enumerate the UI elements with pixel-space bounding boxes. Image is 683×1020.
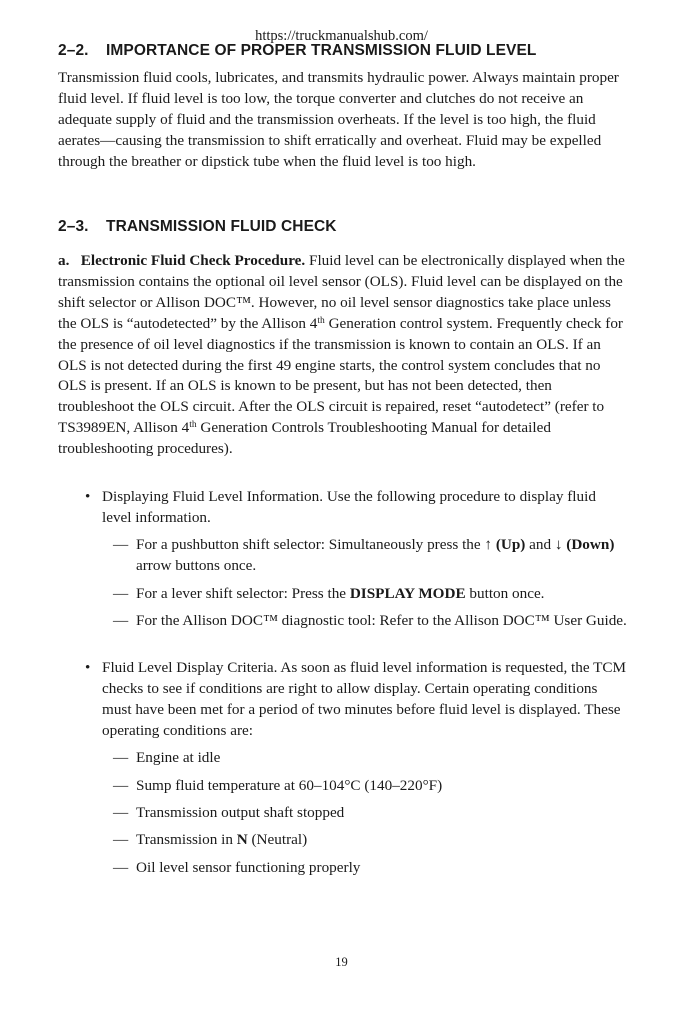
dash-marker: — xyxy=(113,858,129,876)
section-2-2-body: Transmission fluid cools, lubricates, and transmits hydraulic power. Always maintain proper fluid level. If fluid level is too low, the torque converter and clutches do not receive an adequate supply of fluid and the transmission overheats. If the level is too high, the fluid aerates—causing the transmission to shift erratically and overheat. Fluid may be expelled through the breather or dipstick tube when the fluid level is too high. xyxy=(58,69,619,170)
list-item-text: Oil level sensor functioning properly xyxy=(136,858,361,876)
bullet-displaying-fluid-level xyxy=(58,487,628,632)
dash-marker: — xyxy=(113,612,129,630)
watermark-url: https://truckmanualshub.com/ xyxy=(255,28,428,44)
list-item xyxy=(58,611,628,632)
section-number: 2–2. xyxy=(58,42,89,59)
list-item xyxy=(58,776,628,797)
dash-marker: — xyxy=(113,831,129,849)
neutral-label: N xyxy=(236,831,248,849)
bullet-marker: • xyxy=(85,659,91,676)
dash-marker: — xyxy=(113,776,129,794)
list-item-text: For a pushbutton shift selector: Simultaneously press the ↑ xyxy=(136,536,496,554)
list-item-text: Transmission in xyxy=(136,831,237,849)
section-2-3-paragraph-a xyxy=(58,251,628,460)
dash-marker: — xyxy=(113,749,129,767)
paragraph-text: Fluid level can be electronically displayed when the transmission contains the optional oil level sensor (OLS). Fluid level can be displayed on the shift selector or Allison DOC™. However, no oil level sensor diagnostics take place unless the OLS is “autodetected” by the Allison 4 xyxy=(58,252,625,332)
section-title: IMPORTANCE OF PROPER TRANSMISSION FLUID LEVEL xyxy=(106,42,537,59)
list-item-text: and ↓ xyxy=(525,536,567,554)
list-item xyxy=(58,748,628,769)
list-item xyxy=(58,858,628,879)
up-label: (Up) xyxy=(495,536,526,554)
list-item-text: Transmission output shaft stopped xyxy=(136,803,345,821)
bullet-fluid-level-display-criteria xyxy=(58,658,628,879)
paragraph-title: Electronic Fluid Check Procedure. xyxy=(80,252,306,269)
bullet-marker: • xyxy=(85,488,91,505)
list-item-text: (Neutral) xyxy=(247,831,308,849)
list-item-text: For a lever shift selector: Press the xyxy=(136,584,350,602)
list-item xyxy=(58,535,628,577)
list-item-text: Engine at idle xyxy=(136,749,221,767)
dash-marker: — xyxy=(113,803,129,821)
bullet-text: Displaying Fluid Level Information. Use the following procedure to display fluid level information. xyxy=(102,488,596,526)
list-item xyxy=(58,830,628,851)
list-item xyxy=(58,584,628,605)
section-2-3-heading xyxy=(58,217,337,237)
section-number: 2–3. xyxy=(58,218,89,235)
paragraph-label: a. xyxy=(58,252,70,269)
dash-marker: — xyxy=(113,584,129,602)
bullet-text: Fluid Level Display Criteria. As soon as fluid level information is requested, the TCM checks to see if conditions are right to allow display. Certain operating conditions must have been met for a period of two minutes before fluid level is displayed. These operating conditions are: xyxy=(102,659,627,739)
list-item-text: Sump fluid temperature at 60–104°C (140–220°F) xyxy=(136,776,443,794)
superscript: th xyxy=(189,420,197,431)
dash-marker: — xyxy=(113,536,129,554)
page-number: 19 xyxy=(335,955,348,969)
paragraph-text: Generation control system. Frequently check for the presence of oil level diagnostics if the transmission is known to contain an OLS. If an OLS is not detected during the first 49 engine starts, the control system concludes that no OLS is present. If an OLS is known to be present, but has not been detected, then troubleshoot the OLS circuit. After the OLS circuit is repaired, reset “autodetect” (refer to TS3989EN, Allison 4 xyxy=(58,314,623,437)
list-item xyxy=(58,803,628,824)
superscript: th xyxy=(317,315,325,326)
section-2-2-heading xyxy=(58,41,536,61)
paragraph-text: Generation Controls Troubleshooting Manual for detailed troubleshooting procedures). xyxy=(58,419,551,458)
down-label: (Down) xyxy=(566,536,615,554)
list-item-text: For the Allison DOC™ diagnostic tool: Refer to the Allison DOC™ User Guide. xyxy=(136,612,627,630)
list-item-text: arrow buttons once. xyxy=(136,557,257,575)
list-item-text: button once. xyxy=(465,584,545,602)
section-title: TRANSMISSION FLUID CHECK xyxy=(106,218,337,235)
display-mode-label: DISPLAY MODE xyxy=(349,584,466,602)
